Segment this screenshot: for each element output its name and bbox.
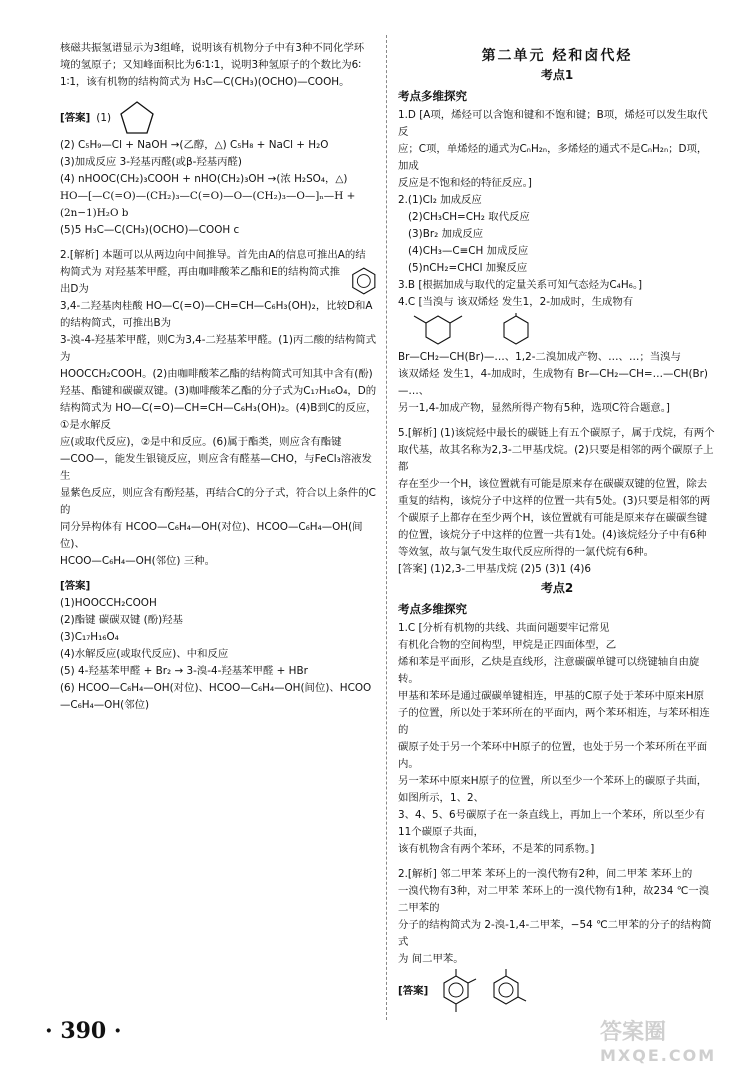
q2-line: 应(或取代反应)，②是中和反应。(6)属于酯类，则应含有酯键 <box>60 436 342 448</box>
meta-xylene-structure <box>484 968 528 1014</box>
kaodian-1-heading: 考点1 <box>540 68 574 82</box>
dimethylbenzene-structure <box>434 968 478 1014</box>
r-q6-line: 甲基和苯环是通过碳碳单键相连，甲基的C原子处于苯环中原来H原 <box>398 690 705 702</box>
r-q5-line: 5.[解析] (1)该烷烃中最长的碳链上有五个碳原子，属于戊烷，有两个 <box>398 427 715 439</box>
q2-answer-1: (1)HOOCCH₂COOH <box>60 597 157 609</box>
q2-answer-6: (6) HCOO—C₆H₄—OH(对位)、HCOO—C₆H₄—OH(间位)、HCOO—C₆H₄—OH(邻位) <box>60 682 372 711</box>
intro-line: 核磁共振氢谱显示为3组峰，说明该有机物分子中有3种不同化学环 <box>60 42 365 54</box>
q2-answer-tag: [答案] <box>60 580 91 592</box>
q2-answer-2: (2)酯键 碳碳双键 (酚)羟基 <box>60 614 183 626</box>
r-q6-line: 子的位置，所以处于苯环所在的平面内，两个苯环相连，与苯环相连的 <box>398 707 710 736</box>
structure-row <box>60 264 378 298</box>
r-q6-line: 3、4、5、6号碳原子在一条直线上，再加上一个苯环，所以至少有11个碳原子共面， <box>398 809 705 838</box>
q2-line: 结构简式为 HO—C(=O)—CH=CH—C₆H₃(OH)₂。(4)B到C的反应，①是水解反 <box>60 402 377 431</box>
section-heading-2: 考点多维探究 <box>398 602 467 616</box>
left-column <box>60 40 378 714</box>
r-q2-line: (2)CH₃CH=CH₂ 取代反应 <box>408 211 530 223</box>
watermark-url: MXQE.COM <box>600 1046 717 1065</box>
r-q2-line: (3)Br₂ 加成反应 <box>408 228 484 240</box>
q2-line: HCOO—C₆H₄—OH(邻位) 三种。 <box>60 555 215 567</box>
q2-answer-3: (3)C₁₇H₁₆O₄ <box>60 631 119 643</box>
r-q1-line: 应；C项，单烯烃的通式为CₙH₂ₙ，多烯烃的通式不是CₙH₂ₙ；D项，加成 <box>398 143 708 172</box>
r-q1-line: 反应是不饱和烃的特征反应。] <box>398 177 532 189</box>
r-q6-line: 1.C [分析有机物的共线、共面问题要牢记常见 <box>398 622 610 634</box>
q2-line: 3-溴-4-羟基苯甲醛，则C为3,4-二羟基苯甲醛。(1)丙二酸的结构简式为 <box>60 334 377 363</box>
r-q6-line: 烯和苯是平面形，乙炔是直线形，注意碳碳单键可以绕键轴自由旋转。 <box>398 656 700 685</box>
answer-5: (5)5 H₃C—C(CH₃)(OCHO)—COOH c <box>60 224 240 236</box>
q2-answer-5-row <box>60 663 378 680</box>
watermark-text: 答案圈 <box>600 1020 667 1045</box>
answer-1-label: (1) <box>96 111 111 124</box>
r-q7-line: 分子的结构简式为 2-溴-1,4-二甲苯，−54 ℃二甲苯的分子的结构简式 <box>398 919 712 948</box>
r-q5-line: 等效氢，故与氯气发生取代反应所得的一氯代烷有6种。 <box>398 546 654 558</box>
answer-2: (2) C₅H₉—Cl + NaOH →(乙醇，△) C₅H₈ + NaCl + H₂O <box>60 139 329 151</box>
r-q2-line: 2.(1)Cl₂ 加成反应 <box>398 194 482 206</box>
q2-line: 构简式为 对羟基苯甲醛，再由咖啡酸苯乙酯和E的结构简式推出D为 <box>60 266 341 295</box>
r-q2-line: (4)CH₃—C≡CH 加成反应 <box>408 245 529 257</box>
r-q1-line: 1.D [A项，烯烃可以含饱和键和不饱和键；B项，烯烃可以发生取代反 <box>398 109 708 138</box>
r-q4-line: 另一1,4-加成产物，显然所得产物有5种，选项C符合题意。] <box>398 402 670 414</box>
answer-4a: (4) nHOOC(CH₂)₃COOH + nHO(CH₂)₃OH →(浓 H₂SO₄，△) <box>60 173 348 185</box>
r-q7-answer-row <box>398 968 716 1014</box>
q2-line: 3,4-二羟基肉桂酸 HO—C(=O)—CH=CH—C₆H₃(OH)₂，比较D和A的结构简式，可推出B为 <box>60 300 373 329</box>
r-q5-line: 重复的结构，该烷分子中这样的位置一共有5处。(3)只要是相邻的两 <box>398 495 711 507</box>
q2-line: 2.[解析] 本题可以从两边向中间推导。首先由A的信息可推出A的结 <box>60 249 366 261</box>
q2-answer-4: (4)水解反应(或取代反应)、中和反应 <box>60 648 229 660</box>
answer-1 <box>60 99 378 137</box>
q2-line: —COO—，能发生银镜反应，则应含有醛基—CHO，与FeCl₃溶液发生 <box>60 453 372 482</box>
r-q7-line: 一溴代物有3种，对二甲苯 苯环上的一溴代物有1种，故234 ℃一溴二甲苯的 <box>398 885 710 914</box>
r-q5-line: 个碳原子上都存在至少两个H，该位置就有可能是原来存在碳碳叁键 <box>398 512 708 524</box>
cyclopentane-structure <box>117 99 157 137</box>
r-q4-line: 4.C [当溴与 该双烯烃 发生1，2-加成时，生成物有 <box>398 296 634 308</box>
r-q5-line: 取代基，故其名称为2,3-二甲基戊烷。(2)只要是相邻的两个碳原子上都 <box>398 444 714 473</box>
right-column <box>398 40 716 1014</box>
intro-line: 境的氢原子；又知峰面积比为6∶1∶1，说明3种氢原子的个数比为6∶ <box>60 59 361 71</box>
cyclohexadiene-structure <box>408 313 468 347</box>
r-q5-line: 存在至少一个H，该位置就有可能是原来存在碳碳双键的位置，除去 <box>398 478 708 490</box>
kaodian-2-heading: 考点2 <box>540 581 574 595</box>
r-q6-line: 该有机物含有两个苯环，不是苯的同系物。] <box>398 843 595 855</box>
r-q6-line: 另一苯环中原来H原子的位置，所以至少一个苯环上的碳原子共面，如图所示，1、2、 <box>398 775 708 804</box>
intro-line: 1∶1，该有机物的结构简式为 H₃C—C(CH₃)(OCHO)—COOH。 <box>60 76 350 88</box>
section-heading-1: 考点多维探究 <box>398 89 467 103</box>
q2-line: HOOCCH₂COOH。(2)由咖啡酸苯乙酯的结构简式可知其中含有(酚) <box>60 368 373 380</box>
r-q7-line: 为 间二甲苯。 <box>398 953 464 965</box>
r-q3: 3.B [根据加成与取代的定量关系可知气态烃为C₄H₆。] <box>398 279 643 291</box>
answer-4b: HO—[—C(=O)—(CH₂)₃—C(=O)—O—(CH₂)₃—O—]ₙ—H + (2n−1)H₂O b <box>60 190 356 219</box>
r-q4-line: 该双烯烃 发生1，4-加成时，生成物有 Br—CH₂—CH=…—CH(Br)—…、 <box>398 368 708 397</box>
r-q7-line: 2.[解析] 邻二甲苯 苯环上的一溴代物有2种，间二甲苯 苯环上的 <box>398 868 693 880</box>
unit-title: 第二单元 烃和卤代烃 <box>481 48 633 64</box>
r-q6-line: 碳原子处于另一个苯环中H原子的位置，也处于另一个苯环所在平面内。 <box>398 741 708 770</box>
page-number: · 390 · <box>45 1018 122 1044</box>
q2-answer-5: (5) 4-羟基苯甲醛 + Br₂ → 3-溴-4-羟基苯甲醛 + HBr <box>60 665 308 677</box>
q2-line: 同分异构体有 HCOO—C₆H₄—OH(对位)、HCOO—C₆H₄—OH(间位)、 <box>60 521 363 550</box>
answer-3: (3)加成反应 3-羟基丙醛(或β-羟基丙醛) <box>60 156 242 168</box>
r-q5-line: 的位置，该烷分子中这样的位置一共有1处。(4)该烷烃分子中有6种 <box>398 529 707 541</box>
answer-tag: [答案] <box>60 111 91 124</box>
r-q7-answer-tag: [答案] <box>398 984 429 997</box>
benzene-ring-structure <box>350 264 378 298</box>
q2-line: 显紫色反应，则应含有酚羟基，再结合C的分子式，符合以上条件的C的 <box>60 487 376 516</box>
cyclohexadiene-structure <box>486 313 546 347</box>
r-q5-answer: [答案] (1)2,3-二甲基戊烷 (2)5 (3)1 (4)6 <box>398 563 592 575</box>
diene-structures-row <box>408 313 716 347</box>
column-divider <box>386 35 387 1020</box>
q2-line: 羟基、酯键和碳碳双键。(3)咖啡酸苯乙酯的分子式为C₁₇H₁₆O₄，D的 <box>60 385 377 397</box>
watermark-logo <box>600 1015 740 1067</box>
r-q2-line: (5)nCH₂=CHCl 加聚反应 <box>408 262 528 274</box>
r-q6-line: 有机化合物的空间构型，甲烷是正四面体型，乙 <box>398 639 617 651</box>
r-q4-line: Br—CH₂—CH(Br)—…、1,2-二溴加成产物、…、…；当溴与 <box>398 351 681 363</box>
